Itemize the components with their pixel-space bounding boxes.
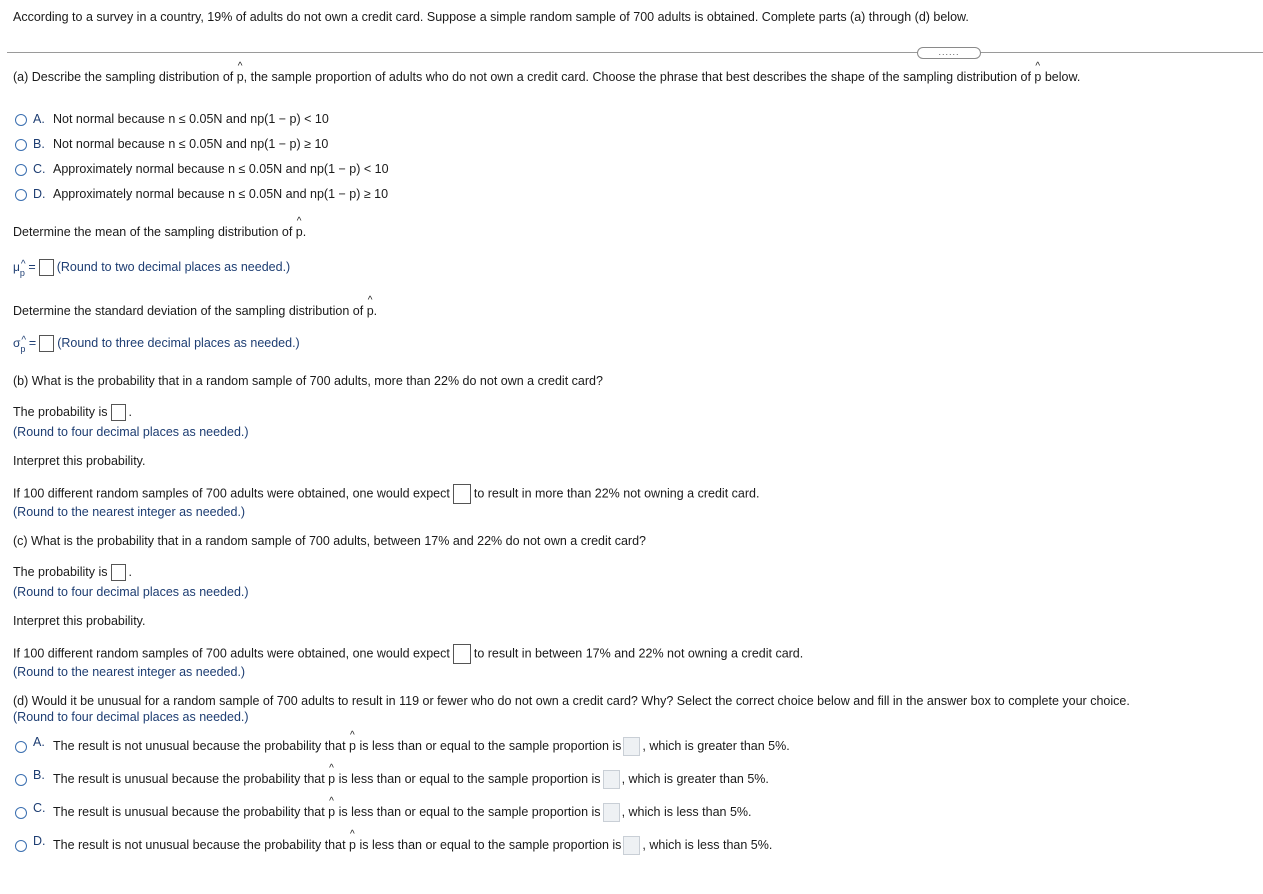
- expand-more-button[interactable]: ......: [917, 47, 981, 59]
- mean-answer-row: μ^ p = (Round to two decimal places as needed.): [13, 259, 290, 276]
- part-d-answer-box[interactable]: [603, 770, 620, 789]
- part-d-answer-box[interactable]: [623, 737, 640, 756]
- part-c-probability-row: The probability is .: [13, 564, 132, 581]
- part-d-option-a[interactable]: A. The result is not unusual because the probability that ^ p is less than or equal to the sample proportion is , which is greater than 5%.: [15, 737, 790, 756]
- option-b[interactable]: B. Not normal because n ≤ 0.05N and np(1 − p) ≥ 10: [15, 137, 328, 151]
- radio-icon[interactable]: [15, 840, 27, 852]
- option-d[interactable]: D. Approximately normal because n ≤ 0.05N and np(1 − p) ≥ 10: [15, 187, 388, 201]
- part-c-question: (c) What is the probability that in a random sample of 700 adults, between 17% and 22% do not own a credit card?: [13, 534, 647, 548]
- problem-intro: According to a survey in a country, 19% of adults do not own a credit card. Suppose a simple random sample of 700 adults is obtained. Complete parts (a) through (d) below.: [13, 10, 969, 24]
- part-d-option-c[interactable]: C. The result is unusual because the probability that ^ p is less than or equal to the sample proportion is , which is less than 5%.: [15, 803, 751, 822]
- part-b-probability-input[interactable]: [111, 404, 126, 421]
- radio-icon[interactable]: [15, 114, 27, 126]
- sd-prompt: Determine the standard deviation of the sampling distribution of ^ p.: [13, 304, 377, 318]
- part-b-expect-hint: (Round to the nearest integer as needed.): [13, 505, 246, 519]
- part-d-answer-box[interactable]: [623, 836, 640, 855]
- option-a[interactable]: A. Not normal because n ≤ 0.05N and np(1 − p) < 10: [15, 112, 329, 126]
- radio-icon[interactable]: [15, 741, 27, 753]
- sd-input[interactable]: [39, 335, 54, 352]
- part-d-answer-box[interactable]: [603, 803, 620, 822]
- mean-prompt: Determine the mean of the sampling distribution of ^ p.: [13, 225, 306, 239]
- radio-icon[interactable]: [15, 807, 27, 819]
- part-c-expect-hint: (Round to the nearest integer as needed.): [13, 665, 246, 679]
- part-d-question: (d) Would it be unusual for a random sample of 700 adults to result in 119 or fewer who do not own a credit card? Why? Select the correct choice below and fill in the answer box to complete your choice.: [13, 694, 1130, 708]
- part-c-interpret: Interpret this probability.: [13, 614, 146, 628]
- part-d-option-d[interactable]: D. The result is not unusual because the probability that ^ p is less than or equal to the sample proportion is , which is less than 5%.: [15, 836, 772, 855]
- part-b-question: (b) What is the probability that in a random sample of 700 adults, more than 22% do not own a credit card?: [13, 374, 603, 388]
- divider: [7, 52, 1263, 53]
- p-hat-symbol: ^ p: [1034, 70, 1041, 84]
- mu-symbol: μ: [13, 259, 20, 274]
- part-d-hint: (Round to four decimal places as needed.): [13, 710, 249, 724]
- sd-answer-row: σ^ p = (Round to three decimal places as needed.): [13, 335, 300, 352]
- part-b-expect-row: If 100 different random samples of 700 adults were obtained, one would expect to result in more than 22% not owning a credit card.: [13, 484, 759, 504]
- part-c-probability-hint: (Round to four decimal places as needed.): [13, 585, 249, 599]
- part-b-interpret: Interpret this probability.: [13, 454, 146, 468]
- radio-icon[interactable]: [15, 189, 27, 201]
- mean-input[interactable]: [39, 259, 54, 276]
- part-b-probability-hint: (Round to four decimal places as needed.): [13, 425, 249, 439]
- part-c-expect-input[interactable]: [453, 644, 471, 664]
- sigma-symbol: σ: [13, 335, 21, 350]
- p-hat-symbol: ^ p: [237, 70, 244, 84]
- part-c-probability-input[interactable]: [111, 564, 126, 581]
- part-b-expect-input[interactable]: [453, 484, 471, 504]
- part-a-question: (a) Describe the sampling distribution of ^ p, the sample proportion of adults who do not own a credit card. Choose the phrase that best describes the shape of the sampling distribution of ^ p below.: [13, 70, 1080, 84]
- part-c-expect-row: If 100 different random samples of 700 adults were obtained, one would expect to result in between 17% and 22% not owning a credit card.: [13, 644, 803, 664]
- radio-icon[interactable]: [15, 774, 27, 786]
- part-b-probability-row: The probability is .: [13, 404, 132, 421]
- radio-icon[interactable]: [15, 164, 27, 176]
- part-d-option-b[interactable]: B. The result is unusual because the probability that ^ p is less than or equal to the sample proportion is , which is greater than 5%.: [15, 770, 769, 789]
- radio-icon[interactable]: [15, 139, 27, 151]
- option-c[interactable]: C. Approximately normal because n ≤ 0.05N and np(1 − p) < 10: [15, 162, 389, 176]
